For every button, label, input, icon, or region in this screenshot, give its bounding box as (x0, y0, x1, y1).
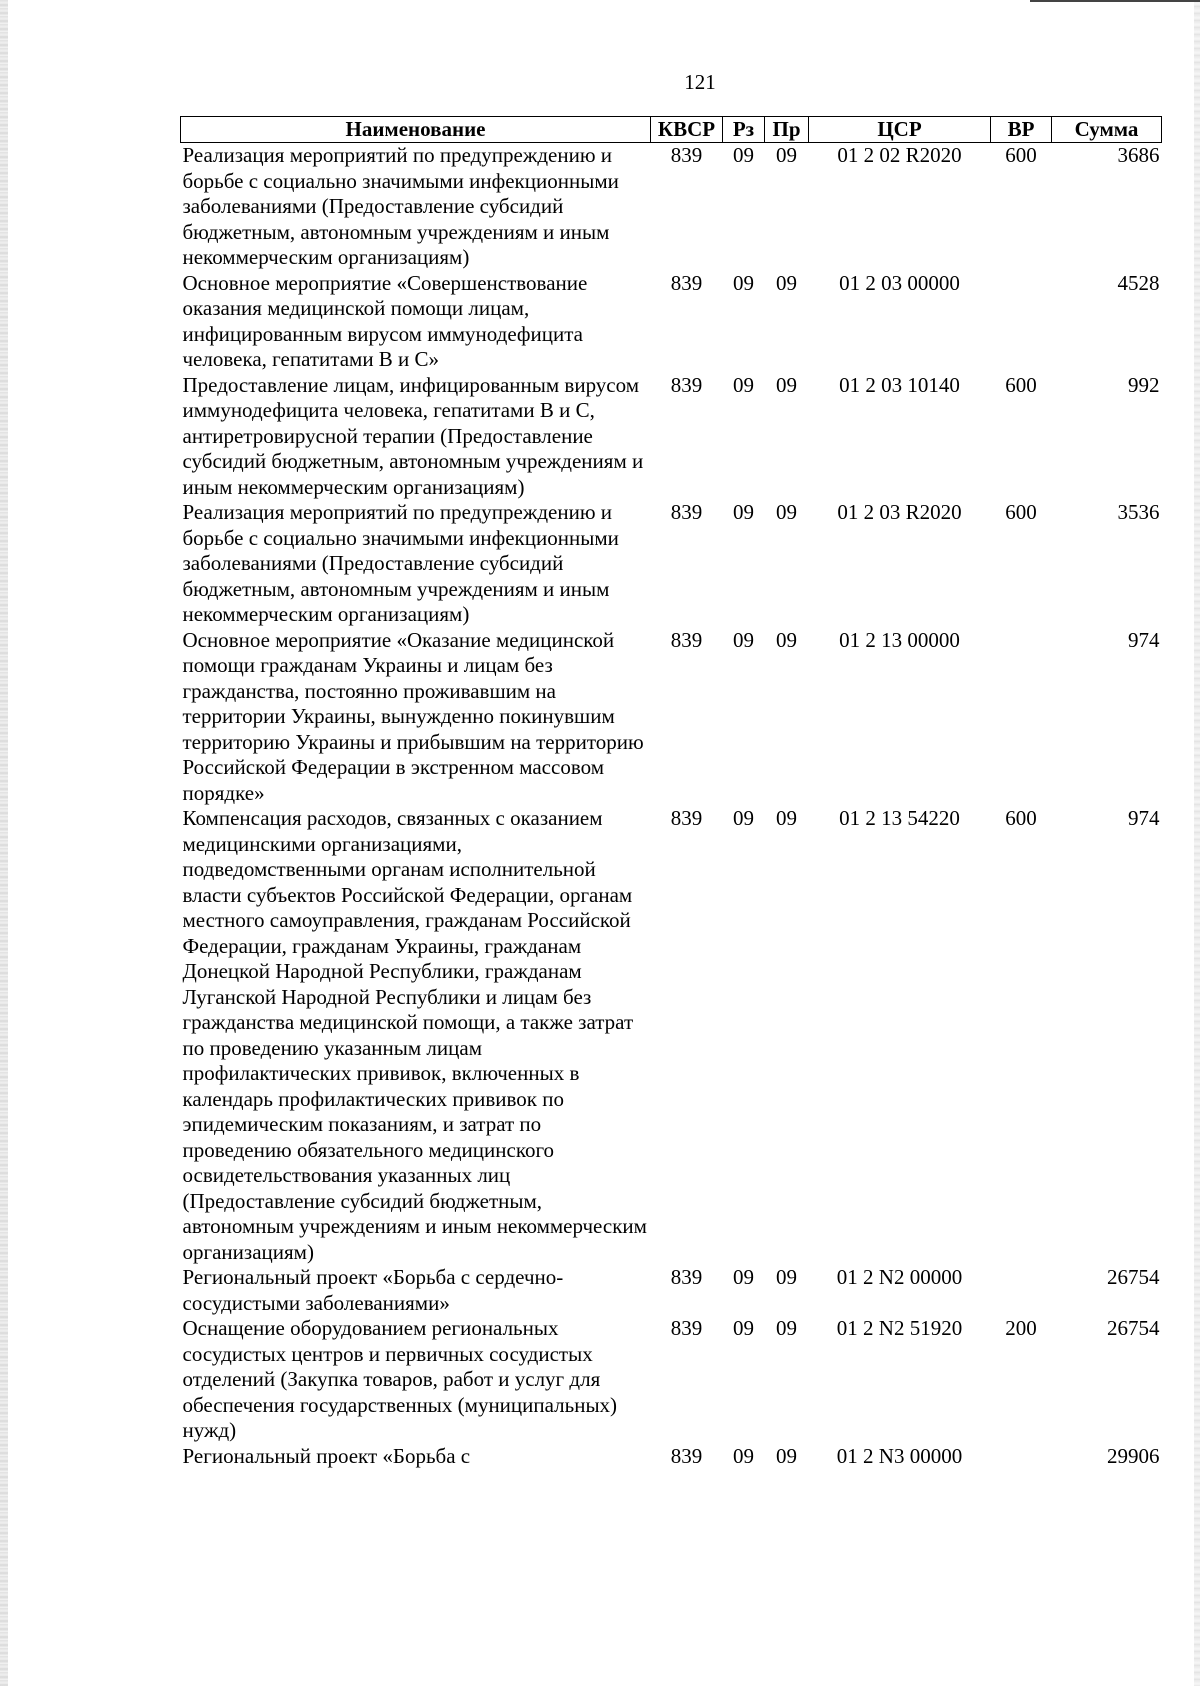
row-kvsr: 839 (670, 500, 703, 524)
table-row (181, 1265, 1162, 1316)
header-vr: ВР (991, 117, 1052, 143)
header-name: Наименование (181, 117, 651, 143)
table-row (181, 143, 1162, 271)
row-pr: 09 (776, 806, 797, 830)
row-pr: 09 (776, 143, 797, 167)
row-vr: 600 (1005, 806, 1037, 830)
row-rz: 09 (733, 143, 754, 167)
budget-table (180, 116, 1162, 1469)
row-csr: 01 2 13 54220 (839, 806, 960, 830)
scan-top-line (1030, 0, 1200, 2)
row-rz: 09 (733, 372, 754, 397)
table-row (181, 806, 1162, 1265)
row-kvsr: 839 (670, 806, 703, 830)
header-pr: Пр (765, 117, 809, 143)
row-kvsr: 839 (670, 270, 703, 295)
row-name: Компенсация расходов, связанных с оказанием медицинскими организациями, подведомственными органам исполнительной власти субъектов Российской Федерации, органам местного самоуправления, гражданам Российской Федерации, гражданам Украины, гражданам Донецкой Народной Республики, гражданам Луганской Народной Республики и лицам без гражданства медицинской помощи, а также затрат по проведению указанным лицам профилактических прививок, включенных в календарь профилактических прививок по эпидемическим показаниям, и затрат по проведению обязательного медицинского освидетельствования указанных лиц (Предоставление субсидий бюджетным, автономным учреждениям и иным некоммерческим организациям) (182, 806, 647, 1264)
row-name: Оснащение оборудованием региональных сосудистых центров и первичных сосудистых отделений (Закупка товаров, работ и услуг для обеспечения государственных (муниципальных) нужд) (182, 1316, 618, 1442)
header-kvsr: КВСР (651, 117, 723, 143)
row-rz: 09 (733, 270, 754, 295)
scan-edge-left (0, 0, 8, 1686)
header-csr: ЦСР (809, 117, 991, 143)
row-rz: 09 (733, 1316, 754, 1340)
row-sum: 974 (1128, 627, 1160, 652)
row-sum: 3686 (1117, 143, 1160, 167)
row-name: Предоставление лицам, инфицированным вирусом иммунодефицита человека, гепатитами В и С, антиретровирусной терапии (Предоставление субсидий бюджетным, автономным учреждениям и иным некоммерческим организациям) (182, 372, 644, 499)
row-pr: 09 (776, 1265, 797, 1289)
row-vr: 600 (1005, 500, 1037, 524)
row-vr: 600 (1005, 372, 1037, 397)
row-vr (991, 1444, 1052, 1470)
row-name: Основное мероприятие «Оказание медицинской помощи гражданам Украины и лицам без гражданства, постоянно проживавшим на территории Украины, вынужденно покинувшим территорию Украины и прибывшим на территорию Российской Федерации в экстренном массовом порядке» (182, 627, 644, 805)
row-csr: 01 2 03 00000 (839, 270, 960, 295)
row-csr: 01 2 N2 51920 (836, 1316, 963, 1340)
row-pr: 09 (776, 627, 797, 652)
row-kvsr: 839 (670, 627, 703, 652)
row-sum: 26754 (1107, 1265, 1160, 1289)
header-sum: Сумма (1052, 117, 1162, 143)
row-kvsr: 839 (670, 1316, 703, 1340)
row-csr: 01 2 03 10140 (839, 372, 960, 397)
row-csr: 01 2 03 R2020 (837, 500, 962, 524)
row-sum: 4528 (1117, 270, 1160, 295)
page-number: 121 (684, 70, 716, 94)
row-rz: 09 (733, 1265, 754, 1289)
row-sum: 974 (1128, 806, 1160, 830)
row-name: Реализация мероприятий по предупреждению и борьбе с социально значимыми инфекционными заболеваниями (Предоставление субсидий бюджетным, автономным учреждениям и иным некоммерческим организациям) (182, 500, 619, 626)
row-vr: 600 (1005, 143, 1037, 167)
row-csr: 01 2 02 R2020 (837, 143, 962, 167)
row-csr: 01 2 N2 00000 (836, 1265, 963, 1289)
row-pr: 09 (776, 1443, 797, 1468)
table-row (181, 373, 1162, 501)
row-sum: 992 (1128, 372, 1160, 397)
scan-edge-right (1194, 0, 1200, 1686)
row-name: Основное мероприятие «Совершенствование оказания медицинской помощи лицам, инфицированным вирусом иммунодефицита человека, гепатитами В и С» (182, 270, 588, 371)
header-rz: Рз (723, 117, 765, 143)
row-kvsr: 839 (670, 372, 703, 397)
table-row (181, 628, 1162, 807)
row-pr: 09 (776, 372, 797, 397)
row-name: Реализация мероприятий по предупреждению и борьбе с социально значимыми инфекционными заболеваниями (Предоставление субсидий бюджетным, автономным учреждениям и иным некоммерческим организациям) (182, 143, 619, 269)
table-header-row (181, 117, 1162, 143)
row-kvsr: 839 (670, 1265, 703, 1289)
row-sum: 3536 (1117, 500, 1160, 524)
table-row (181, 1316, 1162, 1444)
row-pr: 09 (776, 270, 797, 295)
table-row (181, 500, 1162, 628)
row-kvsr: 839 (670, 1443, 703, 1468)
row-vr (991, 271, 1052, 373)
row-rz: 09 (733, 806, 754, 830)
row-sum: 26754 (1107, 1316, 1160, 1340)
row-rz: 09 (733, 1443, 754, 1468)
row-pr: 09 (776, 1316, 797, 1340)
row-name: Региональный проект «Борьба с (182, 1443, 471, 1468)
row-name: Региональный проект «Борьба с сердечно-сосудистыми заболеваниями» (182, 1265, 564, 1315)
table-row (181, 271, 1162, 373)
row-kvsr: 839 (670, 143, 703, 167)
table-row (181, 1444, 1162, 1470)
row-rz: 09 (733, 627, 754, 652)
row-pr: 09 (776, 500, 797, 524)
row-sum: 29906 (1107, 1443, 1160, 1468)
row-vr (991, 1265, 1052, 1316)
row-csr: 01 2 13 00000 (839, 627, 960, 652)
row-csr: 01 2 N3 00000 (836, 1443, 963, 1468)
row-vr: 200 (1005, 1316, 1037, 1340)
row-vr (991, 628, 1052, 807)
row-rz: 09 (733, 500, 754, 524)
